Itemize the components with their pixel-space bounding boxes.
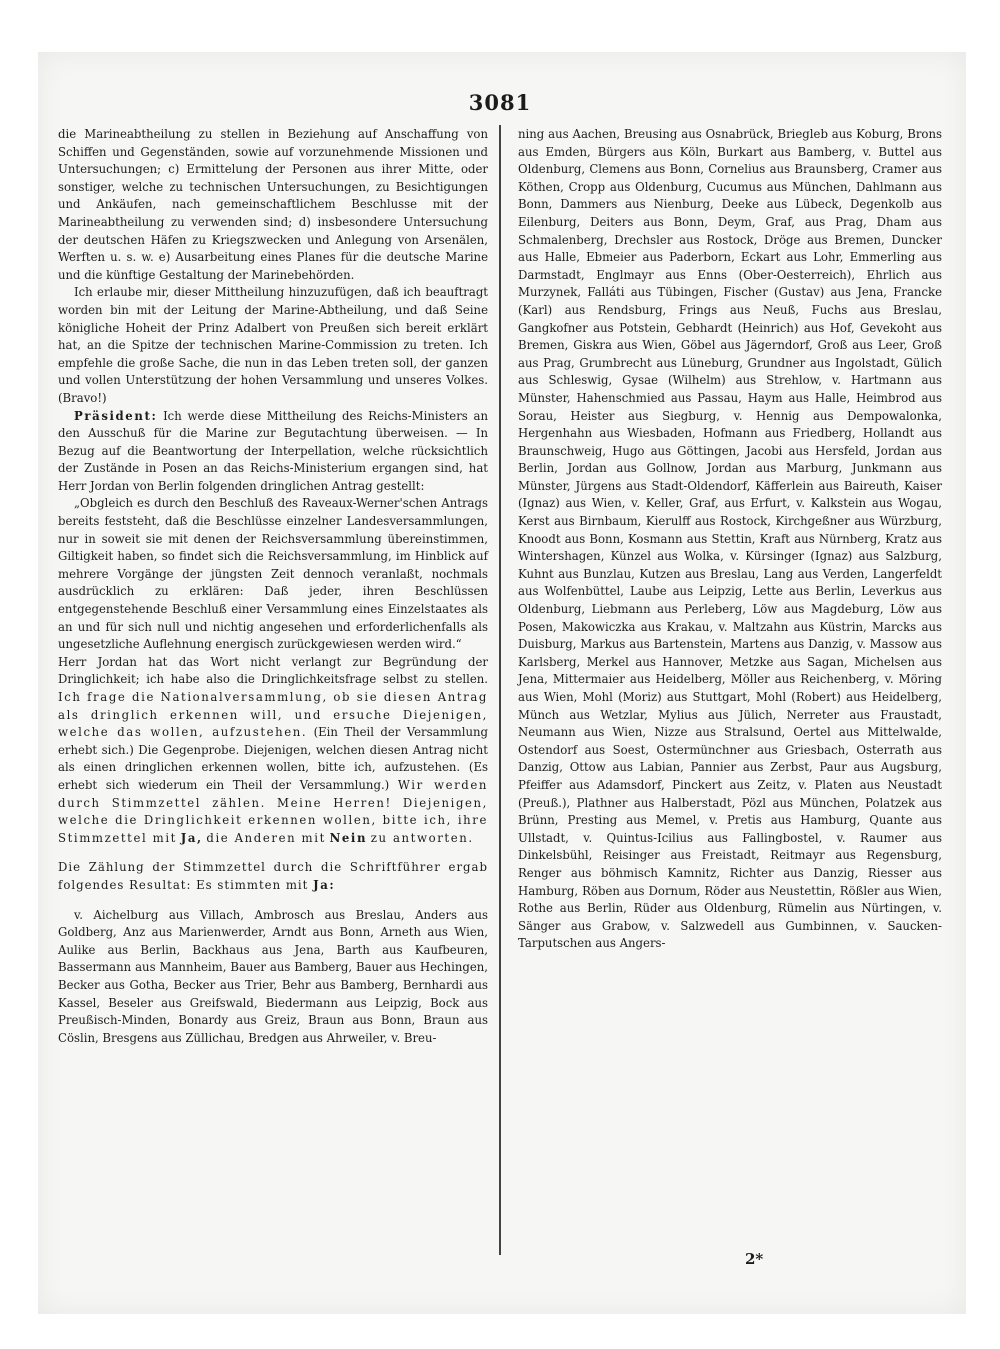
ballot-instruction: Wir werden durch Stimmzettel zählen. Meine Herren! Diejenigen, welche die Dringlichkeit erkennen wollen, bitte ich, ihre Stimmzettel mit	[58, 777, 489, 845]
column-divider	[499, 125, 501, 1255]
page-number: 3081	[468, 90, 532, 115]
ballot-end: zu antworten.	[370, 830, 474, 845]
speaker-label: Präsident:	[74, 408, 158, 423]
nein-word: Nein	[329, 830, 368, 845]
ballot-mid: die Anderen mit	[206, 830, 326, 845]
signature-mark: 2*	[745, 1250, 764, 1268]
right-column	[518, 126, 942, 953]
president-text: Ich werde diese Mittheilung des Reichs-Ministers an den Ausschuß für die Marine zur Begutachtung überweisen. — In Bezug auf die Beantwortung der Interpellation, welche rücksichtlich der Zustände in Posen an das Reichs-Ministerium ergangen sind, hat Herr Jordan von Berlin folgenden dringlichen Antrag gestellt:	[58, 408, 488, 493]
urgency-tail: (Ein Theil der Versammlung erhebt sich.) Die Gegenprobe. Diejenigen, welchen diesen Antrag nicht als einen dringlichen erkennen wollen, bitte ich, aufzustehen. (Es erhebt sich wiederum ein Theil der Versammlung.)	[58, 725, 488, 792]
ja-word: Ja,	[180, 830, 203, 845]
names-list-right: ning aus Aachen, Breusing aus Osnabrück, Briegleb aus Koburg, Brons aus Emden, Bürgers aus Köln, Burkart aus Bamberg, v. Buttel aus Oldenburg, Clemens aus Bonn, Cornelius aus Braunsberg, Cramer aus Köthen, Cropp aus Oldenburg, Cucumus aus München, Dahlmann aus Bonn, Dammers aus Nienburg, Deeke aus Lübeck, Degenkolb aus Eilenburg, Deiters aus Bonn, Deym, Graf, aus Prag, Dham aus Schmalenberg, Drechsler aus Rostock, Dröge aus Bremen, Duncker aus Halle, Ebmeier aus Paderborn, Eckart aus Lohr, Emmerling aus Darmstadt, Englmayr aus Enns (Ober-Oesterreich), Ehrlich aus Murzynek, Falláti aus Tübingen, Fischer (Gustav) aus Jena, Francke (Karl) aus Rendsburg, Frings aus Neuß, Fuchs aus Breslau, Gangkofner aus Potstein, Gebhardt (Heinrich) aus Hof, Gevekoht aus Bremen, Giskra aus Wien, Göbel aus Jägerndorf, Groß aus Leer, Groß aus Prag, Grumbrecht aus Lüneburg, Grundner aus Ingolstadt, Gülich aus Schleswig, Gysae (Wilhelm) aus Strehlow, v. Hartmann aus Münster, Hahenschmied aus Passau, Haym aus Halle, Heimbrod aus Sorau, Heister aus Siegburg, v. Hennig aus Dempowalonka, Hergenhahn aus Wiesbaden, Hofmann aus Friedberg, Hollandt aus Braunschweig, Hugo aus Göttingen, Jacobi aus Hersfeld, Jordan aus Berlin, Jordan aus Gollnow, Jordan aus Marburg, Junkmann aus Münster, Jürgens aus Stadt-Oldendorf, Käfferlein aus Baireuth, Kaiser (Ignaz) aus Wien, v. Keller, Graf, aus Erfurt, v. Kalkstein aus Wogau, Kerst aus Birnbaum, Kierulff aus Rostock, Kirchgeßner aus Würzburg, Knoodt aus Bonn, Kosmann aus Stettin, Kraft aus Nürnberg, Kratz aus Wintershagen, Künzel aus Wolka, v. Kürsinger (Ignaz) aus Salzburg, Kuhnt aus Bunzlau, Kutzen aus Breslau, Lang aus Verden, Langerfeldt aus Wolfenbüttel, Laube aus Leipzig, Lette aus Berlin, Leverkus aus Oldenburg, Liebmann aus Perleberg, Löw aus Magdeburg, Löw aus Posen, Makowiczka aus Krakau, v. Maltzahn aus Küstrin, Marcks aus Duisburg, Markus aus Bartenstein, Martens aus Danzig, v. Massow aus Karlsberg, Merkel aus Hannover, Metzke aus Sagan, Michelsen aus Jena, Mittermaier aus Heidelberg, Möller aus Reichenberg, v. Möring aus Wien, Mohl (Moriz) aus Stuttgart, Mohl (Robert) aus Heidelberg, Münch aus Wetzlar, Mylius aus Jülich, Nerreter aus Fraustadt, Neumann aus Wien, Nizze aus Stralsund, Oertel aus Mittelwalde, Ostendorf aus Soest, Ostermünchner aus Griesbach, Osterrath aus Danzig, Ottow aus Labian, Pannier aus Zerbst, Paur aus Augsburg, Pfeiffer aus Adamsdorf, Pinckert aus Zeitz, v. Platen aus Neustadt (Preuß.), Plathner aus Halberstadt, Pözl aus München, Polatzek aus Brünn, Presting aus Memel, v. Pretis aus Hamburg, Quante aus Ullstadt, v. Quintus-Icilius aus Fallingbostel, v. Raumer aus Dinkelsbühl, Reisinger aus Freistadt, Reitmayr aus Regensburg, Renger aus böhmisch Kamnitz, Richter aus Danzig, Riesser aus Hamburg, Röben aus Dornum, Röder aus Neustettin, Rößler aus Wien, Rothe aus Berlin, Rüder aus Oldenburg, Rümelin aus Nürtingen, v. Sänger aus Grabow, v. Salzwedell aus Gumbinnen, v. Saucken-Tarputschen aus Angers-	[518, 127, 942, 951]
spacer	[58, 895, 488, 907]
paragraph-urgency	[58, 654, 488, 848]
result-heading	[58, 859, 488, 894]
spacer	[58, 847, 488, 859]
names-list-left: v. Aichelburg aus Villach, Ambrosch aus Breslau, Anders aus Goldberg, Anz aus Marienwerder, Arndt aus Bonn, Arneth aus Wien, Aulike aus Berlin, Backhaus aus Jena, Barth aus Kaufbeuren, Bassermann aus Mannheim, Bauer aus Bamberg, Bauer aus Hechingen, Becker aus Gotha, Becker aus Trier, Behr aus Bamberg, Bernhardi aus Kassel, Beseler aus Greifswald, Biedermann aus Leipzig, Bock aus Preußisch-Minden, Bonardy aus Greiz, Braun aus Bonn, Braun aus Cöslin, Bresgens aus Züllichau, Bredgen aus Ahrweiler, v. Breu-	[58, 907, 488, 1045]
urgency-text: Herr Jordan hat das Wort nicht verlangt zur Begründung der Dringlichkeit; ich habe also die Dringlichkeitsfrage selbst zu stellen.	[58, 654, 488, 687]
result-ja-label: Ja:	[313, 877, 336, 892]
paragraph-president	[58, 408, 488, 496]
paragraph-motion-text: „Obgleich es durch den Beschluß des Raveaux-Werner'schen Antrags bereits feststeht, daß die Beschlüsse einzelner Landesversammlungen, nur in soweit sie mit denen der Reichsversammlung übereinstimmen, Giltigkeit haben, so findet sich die Reichsversammlung, im Hinblick auf mehrere Vorgänge der jüngsten Zeit dennoch veranlaßt, nochmals ausdrücklich zu erklären: Daß jeder, ihren Beschlüssen entgegenstehende Beschluß einer Versammlung eines Einzelstaates als an und für sich null und nichtig angesehen und erforderlichenfalls als ungesetzliche Auflehnung energisch zurückgewiesen werden wird.“	[58, 496, 488, 652]
paragraph-minister-statement: Ich erlaube mir, dieser Mittheilung hinzuzufügen, daß ich beauftragt worden bin mit der Leitung der Marine-Abtheilung, und daß Seine königliche Hoheit der Prinz Adalbert von Preußen sich bereit erklärt hat, an die Spitze der technischen Marine-Commission zu treten. Ich empfehle die große Sache, die nun in das Leben treten soll, der ganzen und vollen Unterstützung der hohen Versammlung und unseres Volkes. (Bravo!)	[58, 285, 488, 405]
result-heading-text: Die Zählung der Stimmzettel durch die Schriftführer ergab folgendes Resultat: Es stimmten mit	[58, 860, 488, 892]
paragraph-marine-tasks: die Marineabtheilung zu stellen in Beziehung auf Anschaffung von Schiffen und Gegenständen, sowie auf vorzunehmende Missionen und Untersuchungen; c) Ermittelung der Personen aus ihrer Mitte, oder sonstiger, welche zu technischen Untersuchungen, zu Besichtigungen und Ankäufen, nach gemeinschaftlichem Beschlusse mit der Marineabtheilung zu verwenden sind; d) insbesondere Untersuchung der deutschen Häfen zu Kriegszwecken und Anlegung von Arsenälen, Werften u. s. w. e) Ausarbeitung eines Planes für die deutsche Marine und die künftige Gestaltung der Marinebehörden.	[58, 127, 488, 282]
urgency-question: Ich frage die Nationalversammlung, ob sie diesen Antrag als dringlich erkennen will, und ersuche Diejenigen, welche das wollen, aufzustehen.	[58, 690, 488, 740]
left-column	[58, 126, 488, 1047]
